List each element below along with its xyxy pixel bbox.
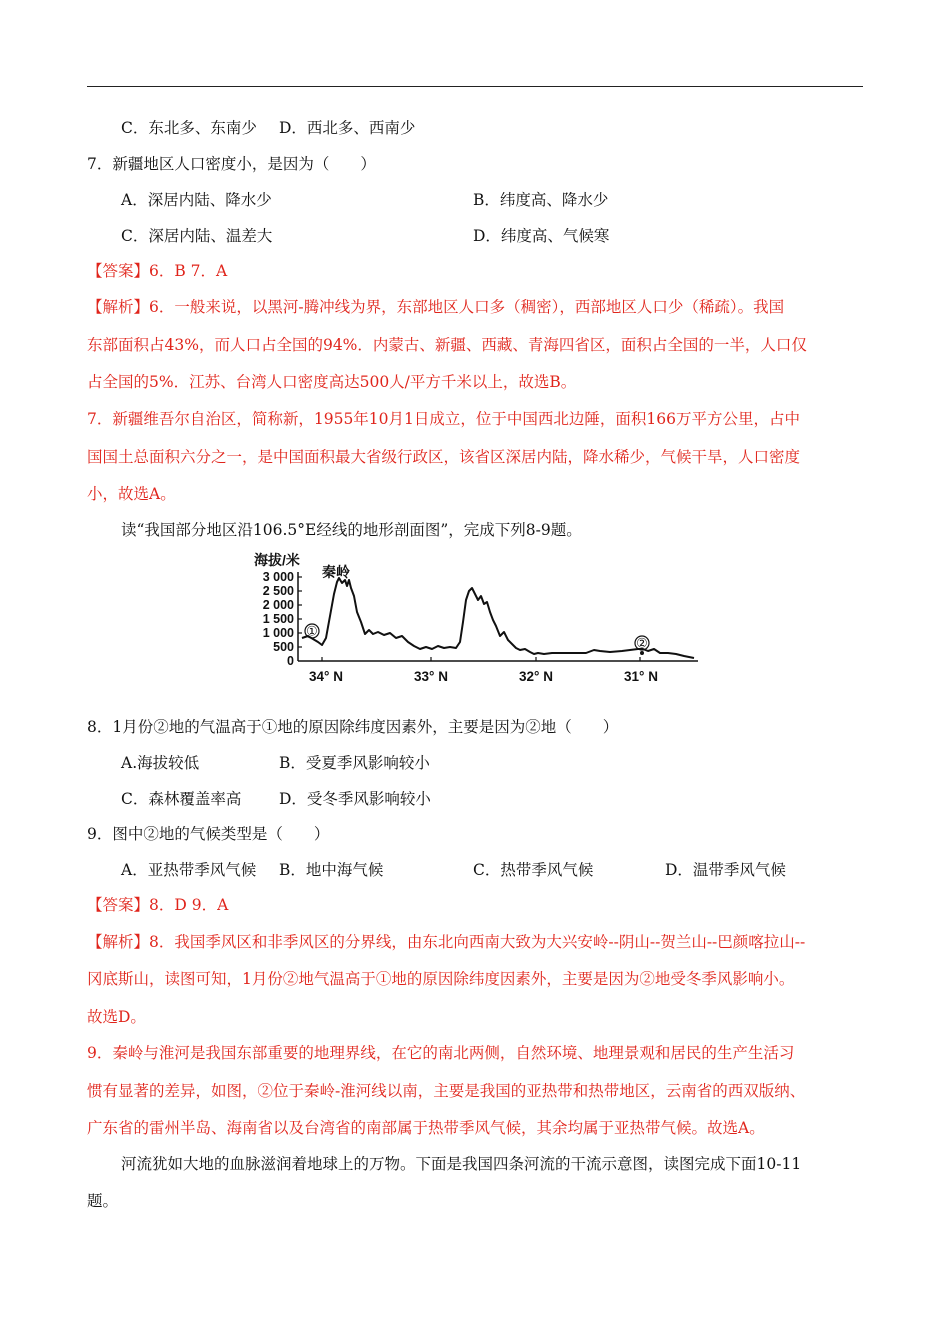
q9-option-a: A．亚热带季风气候 (121, 861, 257, 879)
profile-peak-label: 秦岭 (322, 564, 350, 580)
q8-stem: 8．1月份②地的气温高于①地的原因除纬度因素外，主要是因为②地（ ） (87, 718, 619, 736)
q7-option-b: B．纬度高、降水少 (473, 191, 609, 209)
q7-option-d: D．纬度高、气候寒 (473, 227, 610, 245)
profile-ytick: 1 500 (262, 612, 294, 626)
profile-xtick: 31° N (624, 669, 658, 684)
profile-ytick: 3 000 (262, 570, 294, 584)
explanation-6-7-line: 占全国的5%．江苏、台湾人口密度高达500人/平方千米以上，故选B。 (87, 373, 577, 391)
q7-stem: 7．新疆地区人口密度小，是因为（ ） (87, 155, 376, 173)
explanation-8-9-line: 【解析】8．我国季风区和非季风区的分界线，由东北向西南大致为大兴安岭--阴山--贺兰山--巴颜喀拉山-- (87, 933, 806, 951)
answer-8-9: 【答案】8．D 9．A (87, 896, 229, 914)
q7-option-a: A．深居内陆、降水少 (121, 191, 272, 209)
q9-option-b: B．地中海气候 (279, 861, 384, 879)
explanation-8-9-line: 惯有显著的差异，如图，②位于秦岭-淮河线以南，主要是我国的亚热带和热带地区，云南省的西双版纳、 (87, 1082, 806, 1100)
profile-ytick: 1 000 (262, 626, 294, 640)
marker-2-point (640, 651, 644, 655)
profile-ytick: 2 500 (262, 584, 294, 598)
explanation-6-7-line: 国国土总面积六分之一，是中国面积最大省级行政区，该省区深居内陆，降水稀少，气候干旱，人口密度 (87, 448, 801, 466)
explanation-6-7-line: 小，故选A。 (87, 485, 176, 503)
intro-8-9: 读“我国部分地区沿106.5°E经线的地形剖面图”，完成下列8-9题。 (121, 521, 582, 539)
q8-option-d: D．受冬季风影响较小 (279, 790, 431, 808)
q8-option-b: B．受夏季风影响较小 (279, 754, 430, 772)
marker-2: ② (636, 635, 648, 651)
terrain-profile-figure (250, 550, 710, 690)
profile-xtick: 33° N (414, 669, 448, 684)
intro-10-11-line: 河流犹如大地的血脉滋润着地球上的万物。下面是我国四条河流的干流示意图，读图完成下面10-11 (121, 1155, 802, 1173)
explanation-6-7-line: 东部面积占43%，而人口占全国的94%．内蒙古、新疆、西藏、青海四省区，面积占全国的一半，人口仅 (87, 336, 807, 354)
answer-6-7: 【答案】6．B 7．A (87, 262, 228, 280)
q6-option-c: C．东北多、东南少 (121, 119, 257, 137)
q9-option-c: C．热带季风气候 (473, 861, 594, 879)
header-rule (87, 86, 863, 87)
marker-1: ① (306, 623, 318, 639)
profile-ytick: 0 (287, 654, 294, 668)
explanation-8-9-line: 故选D。 (87, 1008, 146, 1026)
explanation-6-7-line: 7．新疆维吾尔自治区，简称新，1955年10月1日成立，位于中国西北边陲，面积166万平方公里，占中 (87, 410, 800, 428)
profile-xtick: 32° N (519, 669, 553, 684)
profile-ylabel: 海拔/米 (254, 552, 300, 568)
q9-stem: 9．图中②地的气候类型是（ ） (87, 825, 330, 843)
profile-xtick: 34° N (309, 669, 343, 684)
explanation-8-9-line: 9．秦岭与淮河是我国东部重要的地理界线，在它的南北两侧，自然环境、地理景观和居民的生产生活习 (87, 1044, 795, 1062)
q7-option-c: C．深居内陆、温差大 (121, 227, 273, 245)
q8-option-c: C．森林覆盖率高 (121, 790, 242, 808)
q9-option-d: D．温带季风气候 (665, 861, 786, 879)
q8-option-a: A.海拔较低 (121, 754, 200, 772)
intro-10-11-line: 题。 (87, 1192, 119, 1210)
explanation-8-9-line: 广东省的雷州半岛、海南省以及台湾省的南部属于热带季风气候，其余均属于亚热带气候。故选A。 (87, 1119, 765, 1137)
explanation-8-9-line: 冈底斯山，读图可知，1月份②地气温高于①地的原因除纬度因素外，主要是因为②地受冬季风影响小。 (87, 970, 795, 988)
profile-ytick: 500 (273, 640, 294, 654)
explanation-6-7-line: 【解析】6．一般来说，以黑河-腾冲线为界，东部地区人口多（稠密），西部地区人口少（稀疏）。我国 (87, 298, 785, 316)
profile-ytick: 2 000 (262, 598, 294, 612)
q6-option-d: D．西北多、西南少 (279, 119, 416, 137)
